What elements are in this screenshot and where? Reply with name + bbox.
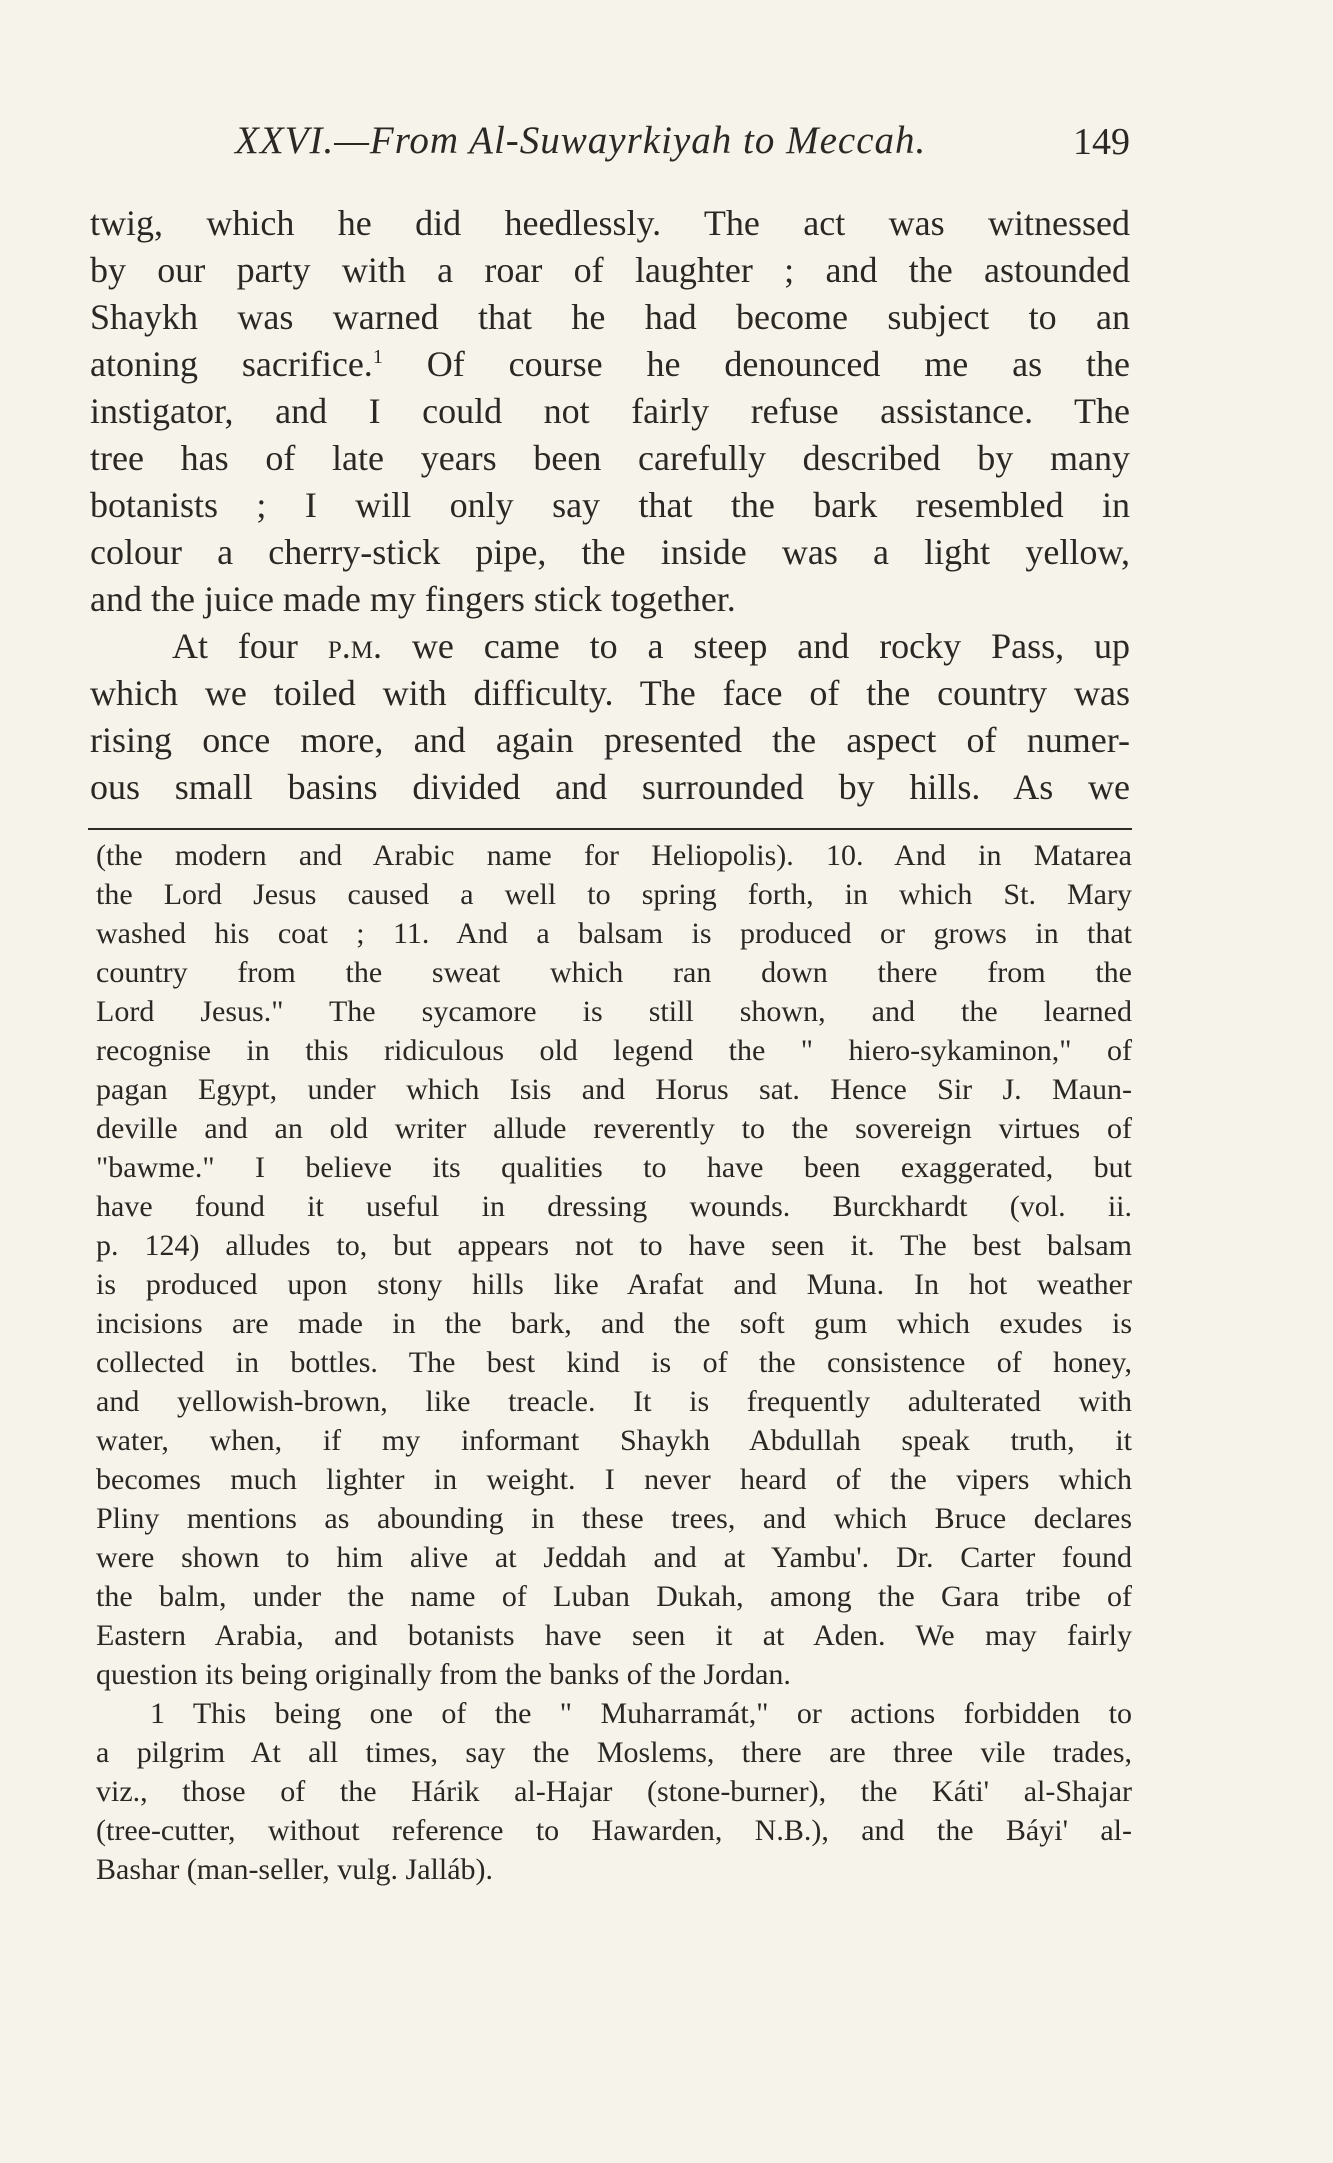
footnote-line: deville and an old writer allude reverently to the sovereign virtues of (96, 1112, 1132, 1145)
footnote-line: "bawme." I believe its qualities to have been exaggerated, but (96, 1151, 1132, 1184)
body-line-12: rising once more, and again presented the aspect of numer- (90, 720, 1130, 760)
footnote-1-line: a pilgrim At all times, say the Moslems, there are three vile trades, (96, 1736, 1132, 1769)
body-line-6: tree has of late years been carefully described by many (90, 438, 1130, 478)
body-line-10 (90, 623, 1130, 670)
footnote-line: collected in bottles. The best kind is of the consistence of honey, (96, 1346, 1132, 1379)
footnote-1-line: Bashar (man-seller, vulg. Jalláb). (96, 1853, 494, 1886)
footnote-line: Lord Jesus." The sycamore is still shown, and the learned (96, 995, 1132, 1028)
footnote-line: have found it useful in dressing wounds. Burckhardt (vol. ii. (96, 1190, 1132, 1223)
time-smallcaps: p.m. (327, 626, 382, 666)
footnote-1-line: viz., those of the Hárik al-Hajar (stone-burner), the Káti' al-Shajar (96, 1775, 1132, 1808)
footnote-1-line: 1 This being one of the " Muharramát," or actions forbidden to (150, 1697, 1132, 1730)
footnote-line: and yellowish-brown, like treacle. It is frequently adulterated with (96, 1385, 1132, 1418)
body-line-4 (90, 341, 1130, 388)
footnote-line: pagan Egypt, under which Isis and Horus sat. Hence Sir J. Maun- (96, 1073, 1132, 1106)
footnote-line: Pliny mentions as abounding in these trees, and which Bruce declares (96, 1502, 1132, 1535)
footnotes (96, 836, 1132, 1889)
footnote-line: the balm, under the name of Luban Dukah, among the Gara tribe of (96, 1580, 1132, 1613)
footnote-line: water, when, if my informant Shaykh Abdullah speak truth, it (96, 1424, 1132, 1457)
body-line-10-rest: we came to a steep and rocky Pass, up (381, 626, 1130, 666)
body-line-11: which we toiled with difficulty. The face of the country was (90, 673, 1130, 713)
body-line-5: instigator, and I could not fairly refuse assistance. The (90, 391, 1130, 431)
body-line-7: botanists ; I will only say that the bark resembled in (90, 485, 1130, 525)
page-number: 149 (1073, 121, 1130, 163)
footnote-line: incisions are made in the bark, and the soft gum which exudes is (96, 1307, 1132, 1340)
footnote-marker-1: 1 (372, 346, 383, 368)
footnote-line: Eastern Arabia, and botanists have seen it at Aden. We may fairly (96, 1619, 1132, 1652)
body-line-2: by our party with a roar of laughter ; and the astounded (90, 250, 1130, 290)
body-line-13: ous small basins divided and surrounded by hills. As we (90, 767, 1130, 807)
footnote-rule (88, 828, 1132, 830)
footnote-line: becomes much lighter in weight. I never heard of the vipers which (96, 1463, 1132, 1496)
footnote-line: the Lord Jesus caused a well to spring forth, in which St. Mary (96, 878, 1132, 911)
body-line-4-rest: Of course he denounced me as the (382, 344, 1130, 384)
body-line-1: twig, which he did heedlessly. The act was witnessed (90, 203, 1130, 243)
footnote-line: is produced upon stony hills like Arafat and Muna. In hot weather (96, 1268, 1132, 1301)
footnote-line: were shown to him alive at Jeddah and at Yambu'. Dr. Carter found (96, 1541, 1132, 1574)
body-line-4-text: atoning sacrifice. (90, 344, 373, 384)
body-text (90, 200, 1130, 811)
body-line-3: Shaykh was warned that he had become subject to an (90, 297, 1130, 337)
body-line-8: colour a cherry-stick pipe, the inside was a light yellow, (90, 532, 1130, 572)
footnote-line: recognise in this ridiculous old legend the " hiero-sykaminon," of (96, 1034, 1132, 1067)
footnote-line: question its being originally from the banks of the Jordan. (96, 1658, 791, 1691)
footnote-line: country from the sweat which ran down there from the (96, 956, 1132, 989)
footnote-1-line: (tree-cutter, without reference to Hawarden, N.B.), and the Báyi' al- (96, 1814, 1132, 1847)
footnote-line: washed his coat ; 11. And a balsam is produced or grows in that (96, 917, 1132, 950)
body-line-9: and the juice made my fingers stick together. (90, 579, 736, 619)
running-title: XXVI.—From Al-Suwayrkiyah to Meccah. (235, 119, 927, 162)
running-head (90, 118, 1130, 178)
footnote-line: p. 124) alludes to, but appears not to have seen it. The best balsam (96, 1229, 1132, 1262)
body-line-10-text: At four (172, 626, 298, 666)
footnote-line: (the modern and Arabic name for Heliopolis). 10. And in Matarea (96, 839, 1132, 872)
